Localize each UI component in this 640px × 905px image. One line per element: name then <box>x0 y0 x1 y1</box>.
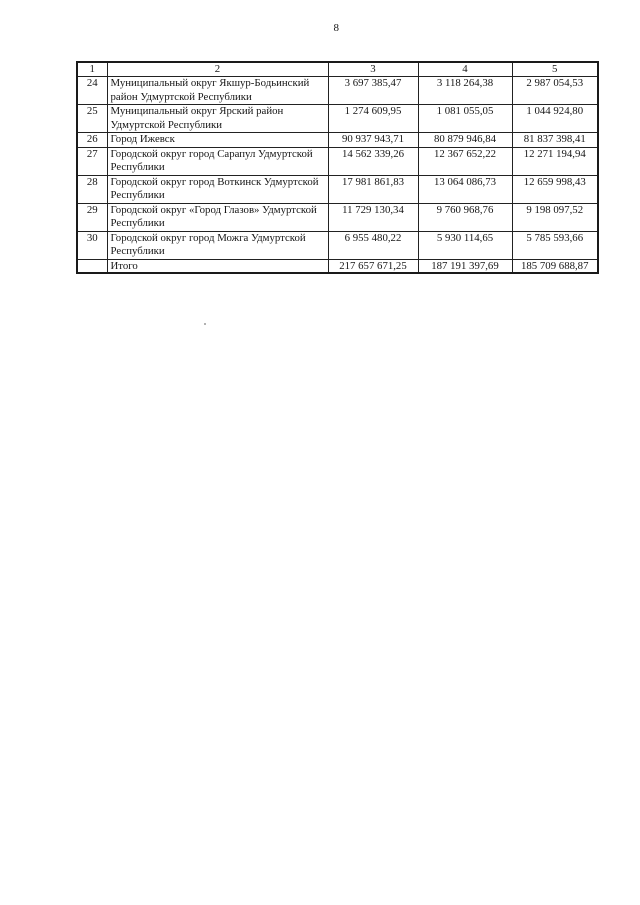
table-row <box>77 203 598 231</box>
value-cell-col5: 2 987 054,53 <box>512 77 598 105</box>
row-number-cell: 29 <box>77 203 107 231</box>
scan-artifact-speck <box>204 323 206 325</box>
header-col-2: 2 <box>107 62 328 77</box>
municipality-name-cell: Муниципальный округ Ярский район Удмуртской Республики <box>107 105 328 133</box>
total-value-col4: 187 191 397,69 <box>418 259 512 273</box>
value-cell-col4: 80 879 946,84 <box>418 133 512 148</box>
row-number-cell: 25 <box>77 105 107 133</box>
table-row <box>77 175 598 203</box>
table-row <box>77 133 598 148</box>
value-cell-col4: 12 367 652,22 <box>418 147 512 175</box>
table-row <box>77 105 598 133</box>
value-cell-col5: 81 837 398,41 <box>512 133 598 148</box>
value-cell-col4: 13 064 086,73 <box>418 175 512 203</box>
table-row <box>77 147 598 175</box>
value-cell-col3: 17 981 861,83 <box>328 175 418 203</box>
value-cell-col4: 9 760 968,76 <box>418 203 512 231</box>
municipality-name-cell: Городской округ город Сарапул Удмуртской Республики <box>107 147 328 175</box>
value-cell-col3: 11 729 130,34 <box>328 203 418 231</box>
total-value-col3: 217 657 671,25 <box>328 259 418 273</box>
row-number-cell: 24 <box>77 77 107 105</box>
row-number-cell: 28 <box>77 175 107 203</box>
value-cell-col5: 9 198 097,52 <box>512 203 598 231</box>
page-number: 8 <box>333 22 340 34</box>
table-header-row <box>77 62 598 77</box>
value-cell-col5: 5 785 593,66 <box>512 231 598 259</box>
header-col-3: 3 <box>328 62 418 77</box>
header-col-5: 5 <box>512 62 598 77</box>
value-cell-col3: 1 274 609,95 <box>328 105 418 133</box>
value-cell-col3: 90 937 943,71 <box>328 133 418 148</box>
table-row <box>77 77 598 105</box>
value-cell-col5: 1 044 924,80 <box>512 105 598 133</box>
value-cell-col4: 5 930 114,65 <box>418 231 512 259</box>
value-cell-col4: 3 118 264,38 <box>418 77 512 105</box>
total-label-cell: Итого <box>107 259 328 273</box>
row-number-cell: 27 <box>77 147 107 175</box>
value-cell-col3: 6 955 480,22 <box>328 231 418 259</box>
total-empty-cell <box>77 259 107 273</box>
municipality-name-cell: Городской округ «Город Глазов» Удмуртской Республики <box>107 203 328 231</box>
header-col-1: 1 <box>77 62 107 77</box>
header-col-4: 4 <box>418 62 512 77</box>
value-cell-col4: 1 081 055,05 <box>418 105 512 133</box>
value-cell-col3: 14 562 339,26 <box>328 147 418 175</box>
total-value-col5: 185 709 688,87 <box>512 259 598 273</box>
value-cell-col5: 12 659 998,43 <box>512 175 598 203</box>
municipality-name-cell: Город Ижевск <box>107 133 328 148</box>
municipality-name-cell: Муниципальный округ Якшур-Бодьинский район Удмуртской Республики <box>107 77 328 105</box>
value-cell-col5: 12 271 194,94 <box>512 147 598 175</box>
municipality-name-cell: Городской округ город Можга Удмуртской Республики <box>107 231 328 259</box>
municipality-name-cell: Городской округ город Воткинск Удмуртской Республики <box>107 175 328 203</box>
table-total-row <box>77 259 598 273</box>
municipalities-table <box>76 61 599 274</box>
table-row <box>77 231 598 259</box>
row-number-cell: 26 <box>77 133 107 148</box>
value-cell-col3: 3 697 385,47 <box>328 77 418 105</box>
row-number-cell: 30 <box>77 231 107 259</box>
